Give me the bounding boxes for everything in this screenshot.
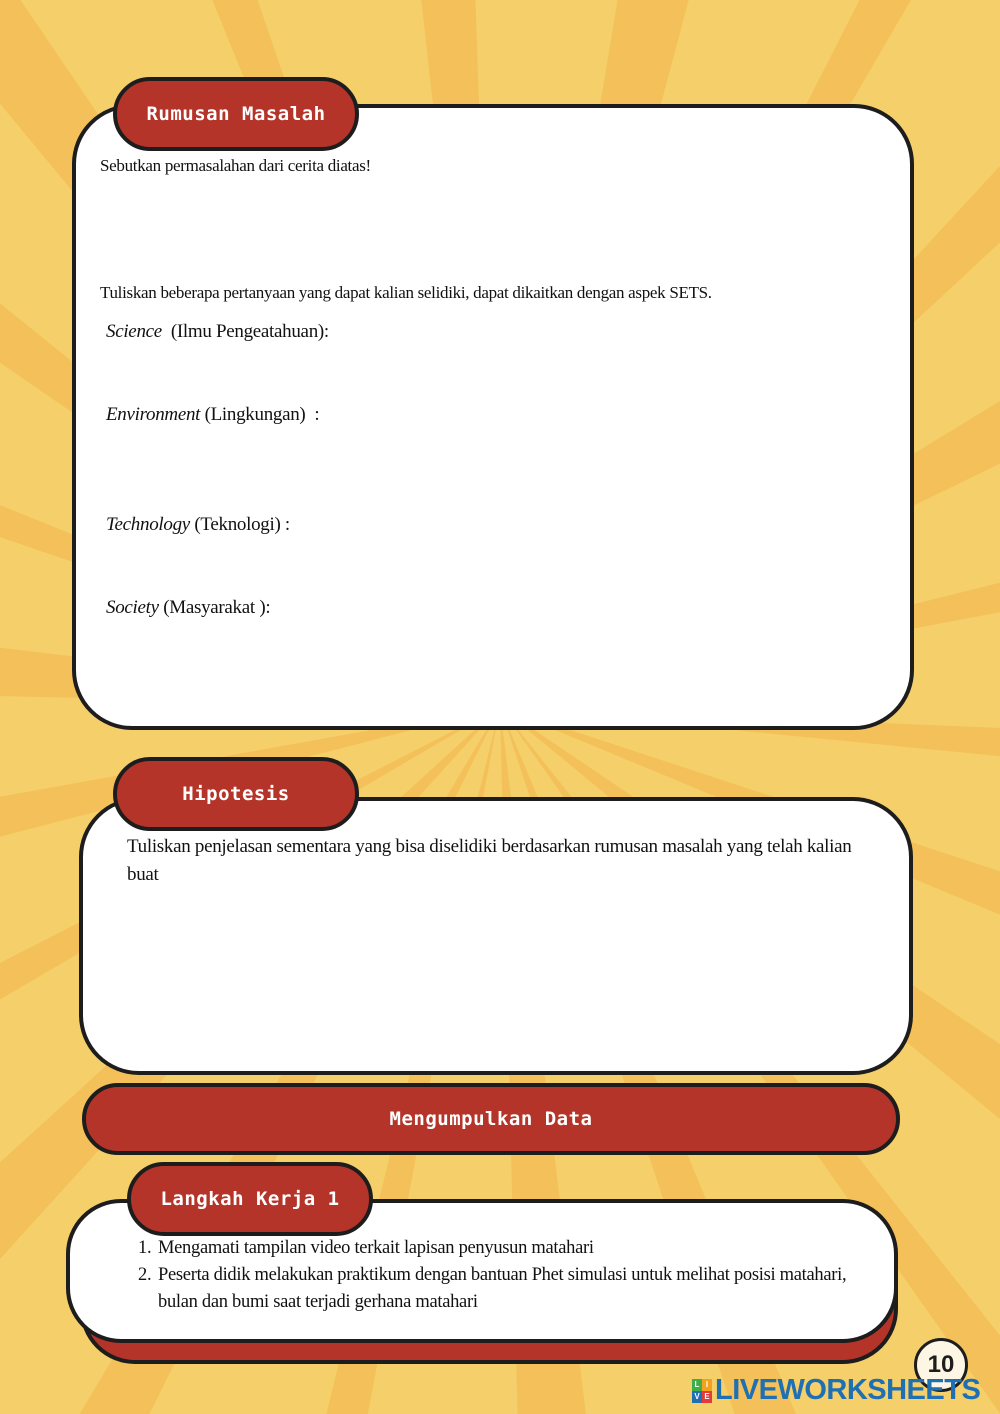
science-rest: (Ilmu Pengeatahuan):	[161, 321, 329, 342]
technology-label	[106, 514, 290, 536]
page-number: 10	[914, 1338, 968, 1392]
step-item	[138, 1235, 858, 1262]
rumusan-prompt-2: Tuliskan beberapa pertanyaan yang dapat kalian selidiki, dapat dikaitkan dengan aspek SETS.	[100, 283, 712, 302]
hipotesis-label: Hipotesis	[113, 757, 359, 831]
rumusan-masalah-label: Rumusan Masalah	[113, 77, 359, 151]
logo-letter: I	[702, 1379, 712, 1391]
langkah-kerja-label: Langkah Kerja 1	[127, 1162, 373, 1236]
hipotesis-prompt: Tuliskan penjelasan sementara yang bisa diselidiki berdasarkan rumusan masalah yang telah kalian buat	[127, 836, 852, 885]
logo-letter: V	[692, 1391, 702, 1403]
technology-rest: (Teknologi) :	[189, 514, 290, 535]
step-item	[138, 1262, 858, 1316]
environment-rest: (Lingkungan) :	[200, 404, 320, 425]
langkah-kerja-steps	[138, 1235, 858, 1316]
liveworksheets-brand	[692, 1374, 980, 1407]
science-term: Science	[106, 321, 162, 342]
rumusan-prompt-1: Sebutkan permasalahan dari cerita diatas!	[100, 156, 371, 175]
society-label	[106, 597, 270, 619]
step-number: 1.	[138, 1238, 152, 1258]
step-text: Mengamati tampilan video terkait lapisan penyusun matahari	[158, 1238, 594, 1258]
mengumpulkan-data-banner: Mengumpulkan Data	[82, 1083, 900, 1155]
step-text: Peserta didik melakukan praktikum dengan bantuan Phet simulasi untuk melihat posisi matahari, bulan dan bumi saat terjadi gerhana matahari	[158, 1265, 847, 1312]
logo-letter: E	[702, 1391, 712, 1403]
environment-label	[106, 404, 319, 426]
science-label	[106, 321, 329, 343]
logo-letter: L	[692, 1379, 702, 1391]
liveworksheets-wordmark: LIVEWORKSHEETS	[715, 1374, 981, 1406]
society-rest: (Masyarakat ):	[158, 597, 271, 618]
society-term: Society	[106, 597, 159, 618]
liveworksheets-logo-icon	[692, 1379, 712, 1403]
technology-term: Technology	[106, 514, 190, 535]
environment-term: Environment	[106, 404, 201, 425]
step-number: 2.	[138, 1265, 152, 1285]
